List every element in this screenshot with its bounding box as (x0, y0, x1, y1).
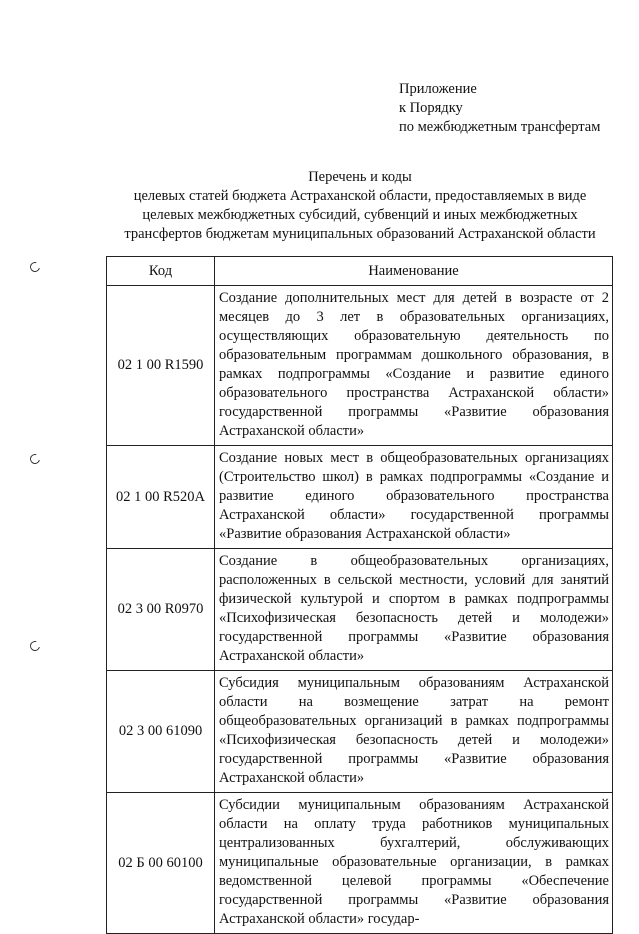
row-code: 02 3 00 61090 (107, 671, 215, 793)
document-title (100, 168, 620, 244)
header-code: Код (107, 257, 215, 286)
row-name: Субсидии муниципальным образованиям Астраханской области на оплату труда работников муниципальных централизованных бухгалтерий, обслуживающих муниципальные образовательные организации, в рамках ведомственной целевой программы «Обеспечение государственной программы «Развитие образования Астраханской области» государ- (215, 793, 613, 934)
punch-hole-mark (28, 260, 42, 274)
table-row (107, 286, 613, 446)
table-row (107, 549, 613, 671)
table-header-row (107, 257, 613, 286)
title-line: трансфертов бюджетам муниципальных образований Астраханской области (124, 226, 596, 242)
header-name: Наименование (215, 257, 613, 286)
title-line: целевых межбюджетных субсидий, субвенций и иных межбюджетных (142, 207, 578, 223)
punch-hole-mark (28, 639, 42, 653)
row-code: 02 1 00 R520A (107, 446, 215, 549)
table-row (107, 793, 613, 934)
row-code: 02 Б 00 60100 (107, 793, 215, 934)
table-row (107, 446, 613, 549)
codes-table (106, 256, 613, 934)
row-name: Субсидия муниципальным образованиям Астраханской области на возмещение затрат на ремонт общеобразовательных организаций в рамках подпрограммы «Психофизическая безопасность детей и молодежи» государственной программы «Развитие образования Астраханской области» (215, 671, 613, 793)
appendix-line: к Порядку (399, 100, 463, 116)
punch-hole-mark (28, 452, 42, 466)
table-row (107, 671, 613, 793)
row-name: Создание дополнительных мест для детей в возрасте от 2 месяцев до 3 лет в образовательных организациях, осуществляющих образовательную деятельность по образовательным программам дошкольного образования, в рамках подпрограммы «Создание и развитие единого образовательного пространства Астраханской области» государственной программы «Развитие образования Астраханской области» (215, 286, 613, 446)
appendix-line: по межбюджетным трансфертам (399, 119, 601, 135)
appendix-line: Приложение (399, 81, 477, 97)
row-code: 02 1 00 R1590 (107, 286, 215, 446)
row-name: Создание новых мест в общеобразовательных организациях (Строительство школ) в рамках подпрограммы «Создание и развитие единого образовательного пространства Астраханской области» государственной программы «Развитие образования Астраханской области» (215, 446, 613, 549)
appendix-heading (399, 80, 600, 137)
row-name: Создание в общеобразовательных организациях, расположенных в сельской местности, условий для занятий физической культурой и спортом в рамках подпрограммы «Психофизическая безопасность детей и молодежи» государственной программы «Развитие образования Астраханской области» (215, 549, 613, 671)
title-line: Перечень и коды (308, 169, 412, 185)
title-line: целевых статей бюджета Астраханской области, предоставляемых в виде (133, 188, 587, 204)
row-code: 02 3 00 R0970 (107, 549, 215, 671)
